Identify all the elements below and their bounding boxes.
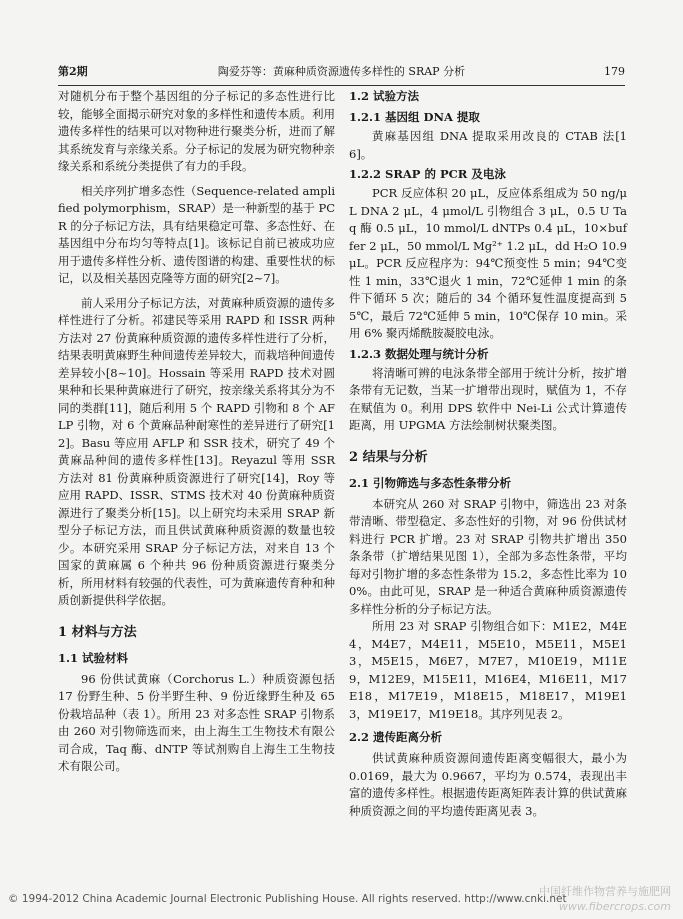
header-rule — [58, 85, 625, 86]
subsubsection-heading-pcr: 1.2.2 SRAP 的 PCR 及电泳 — [349, 167, 506, 181]
left-column — [58, 88, 335, 776]
paragraph-pcr: PCR 反应体积 20 μL，反应体系组成为 50 ng/μL DNA 2 μL，4 μmol/L 引物组合 3 μL，0.5 U Taq 酶 0.5 μL，10 mmol/L dNTPs 0.4 μL，10×buffer 2 μL，50 mmol/L Mg²⁺ 1.2 μL，dd H₂O 10.9 μL。PCR 反应程序为：94℃预变性 5 min；94℃变性 1 min，33℃退火 1 min，72℃延伸 1 min 的条件下循环 5 次；随后的 34 个循环复性温度提高到 55℃，最后 72℃延伸 5 min，10℃保存 10 min。采用 6% 聚丙烯酰胺凝胶电泳。 — [349, 186, 627, 340]
paragraph-materials: 96 份供试黄麻（Corchorus L.）种质资源包括 17 份野生种、5 份半野生种、9 份近缘野生种及 65 份栽培品种（表 1）。所用 23 对多态性 SRAP 引物系由 260 对引物筛选而来，由上海生工生物技术有限公司合成，Taq 酶、dNTP 等试剂购自上海生工生物技术有限公司。 — [58, 671, 335, 773]
subsubsection-heading-dna-extraction: 1.2.1 基因组 DNA 提取 — [349, 110, 480, 124]
watermark-url: www.fibercrops.com — [558, 900, 671, 913]
section-heading-results: 2 结果与分析 — [349, 449, 428, 465]
subsection-heading-genetic-distance: 2.2 遗传距离分析 — [349, 730, 443, 744]
paragraph-statistics: 将清晰可辨的电泳条带全部用于统计分析，按扩增条带有无记数，当某一扩增带出现时，赋值为 1，不存在赋值为 0。利用 DPS 软件中 Nei-Li 公式计算遗传距离，用 UPGMA 方法绘制树状聚类图。 — [349, 365, 627, 432]
watermark-logo — [513, 881, 673, 915]
right-column — [349, 88, 627, 820]
subsection-heading-methods: 1.2 试验方法 — [349, 89, 420, 103]
copyright-footer: © 1994-2012 China Academic Journal Electronic Publishing House. All rights reserved. http://www.cnki.net — [8, 893, 567, 905]
section-heading-materials-methods: 1 材料与方法 — [58, 624, 137, 640]
watermark-site-name: 中国纤维作物营养与施肥网 — [539, 885, 671, 898]
subsubsection-heading-statistics: 1.2.3 数据处理与统计分析 — [349, 346, 489, 361]
paragraph-genetic-distance: 供试黄麻种质资源间遗传距离变幅很大，最小为 0.0169，最大为 0.9667，平均为 0.574，表现出丰富的遗传多样性。根据遗传距离矩阵表计算的供试黄麻种质资源之间的平均遗传距离见表 3。 — [349, 751, 627, 818]
paragraph-intro-continued: 对随机分布于整个基因组的分子标记的多态性进行比较，能够全面揭示研究对象的多样性和遗传本质。利用遗传多样性的结果可以对物种进行聚类分析，进而了解其系统发育与亲缘关系。分子标记的发展为研究物种亲缘关系和系统分类提供了有力的手段。 — [58, 89, 335, 173]
paragraph-primer-list: 所用 23 对 SRAP 引物组合如下：M1E2，M4E4，M4E7，M4E11，M5E10，M5E11，M5E13，M5E15，M6E7，M7E7，M10E19，M11E9，M12E9，M15E11，M16E4，M16E11，M17E18，M17E19，M18E15，M18E17，M19E13，M19E17，M19E18。其序列见表 2。 — [349, 619, 627, 721]
running-header — [58, 62, 625, 82]
site-watermark — [513, 881, 673, 915]
page-number: 179 — [604, 65, 625, 78]
subsection-heading-materials: 1.1 试验材料 — [58, 650, 129, 665]
paragraph-dna-extraction: 黄麻基因组 DNA 提取采用改良的 CTAB 法[16]。 — [349, 129, 627, 161]
paragraph-srap-intro: 相关序列扩增多态性（Sequence-related amplified polymorphism，SRAP）是一种新型的基于 PCR 的分子标记方法，具有结果稳定可靠、多态性好、在基因组中分布均匀等特点[1]。该标记自前已被成功应用于遗传多样性分析、遗传图谱的构建、重要性状的标记，以及相关基因克隆等方面的研究[2~7]。 — [58, 183, 335, 285]
paragraph-primer-screening: 本研究从 260 对 SRAP 引物中，筛选出 23 对条带清晰、带型稳定、多态性好的引物，对 96 份供试材料进行 PCR 扩增。23 对 SRAP 引物共扩增出 350 条条带（扩增结果见图 1），全部为多态性条带，平均每对引物扩增的多态性条带为 15.2，多态性比率为 100%。由此可见，SRAP 是一种适合黄麻种质资源遗传多样性分析的分子标记方法。 — [349, 496, 627, 616]
running-title: 陶爱芬等：黄麻种质资源遗传多样性的 SRAP 分析 — [217, 65, 466, 78]
issue-number: 第2期 — [58, 65, 88, 78]
paragraph-previous-studies: 前人采用分子标记方法，对黄麻种质资源的遗传多样性进行了分析。祁建民等采用 RAPD 和 ISSR 两种方法对 27 份黄麻种质资源的遗传多样性进行了分析，结果表明黄麻野生种间遗传差异较大，而栽培种间遗传差异较小[8~10]。Hossain 等采用 RAPD 技术对圆果种和长果种黄麻进行了研究，按亲缘关系将其分为不同的类群[11]，随后利用 5 个 RAPD 引物和 8 个 AFLP 引物，对 6 个黄麻品种耐寒性的差异进行了研究[12]。Basu 等应用 AFLP 和 SSR 技术，研究了 49 个黄麻品种间的遗传多样性[13]。Reyazul 等用 SSR 方法对 81 份黄麻种质资源进行了研究[14]，Roy 等应用 RAPD、ISSR、STMS 技术对 40 份黄麻种质资源进行了聚类分析[15]。以上研究均未采用 SRAP 新型分子标记方法，而且供试黄麻种质资源的数量也较少。本研究采用 SRAP 分子标记方法，对来自 13 个国家的黄麻属 6 个种共 96 份种质资源进行聚类分析，所用材料有较强的代表性，可为黄麻遗传育种和种质创新提供科学依据。 — [58, 295, 335, 607]
subsection-heading-primer-screening: 2.1 引物筛选与多态性条带分析 — [349, 475, 512, 490]
